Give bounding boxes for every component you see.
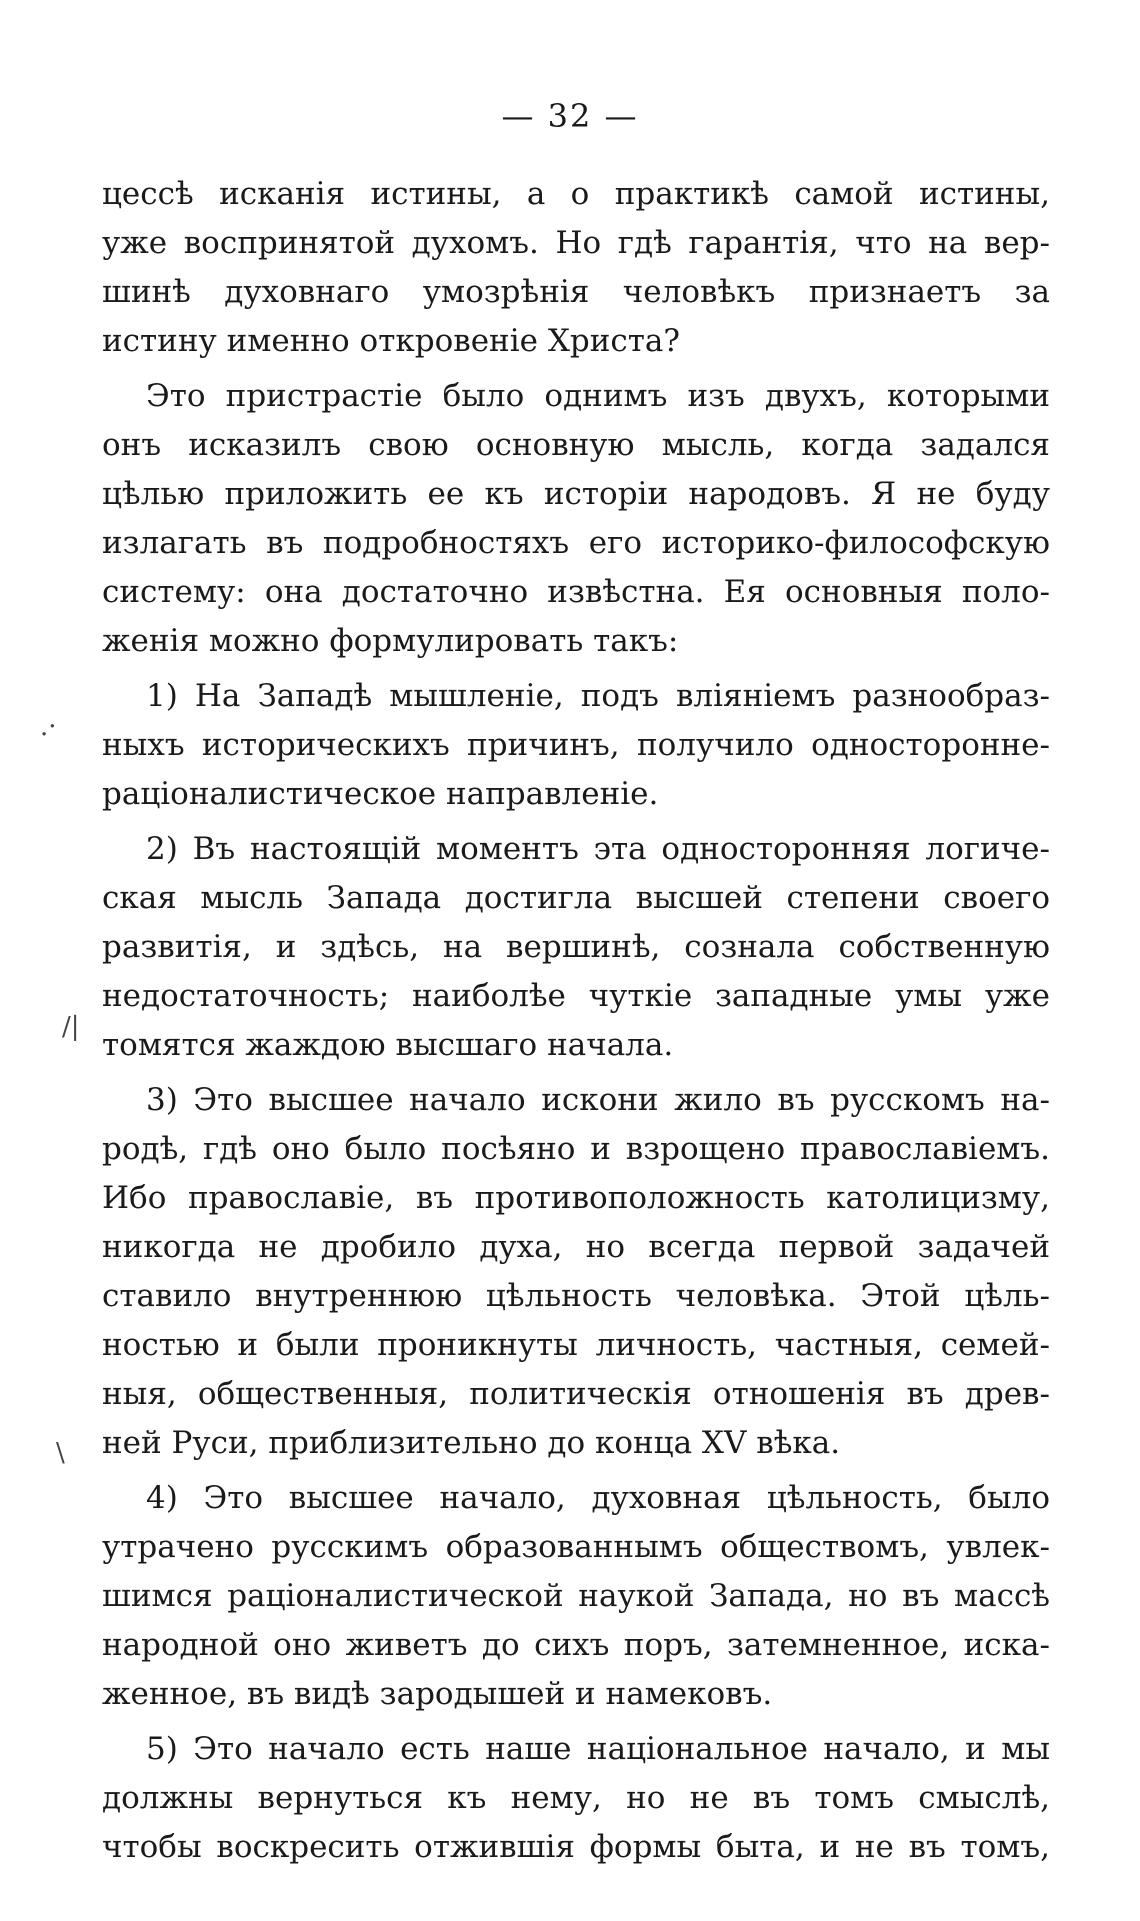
text-line: цессѣ исканія истины, а о практикѣ самой истины, (102, 176, 1050, 212)
list-item-3 (102, 1076, 1050, 1468)
text-line: цѣлью приложить ее къ исторіи народовъ. Я не буду (102, 476, 1050, 512)
list-item-1 (102, 672, 1050, 819)
paragraph-1 (102, 170, 1050, 366)
text-line: ней Руси, приблизительно до конца XV вѣка. (102, 1425, 841, 1461)
text-line: никогда не дробило духа, но всегда первой задачей (102, 1229, 1050, 1265)
text-line: систему: она достаточно извѣстна. Ея основныя поло- (102, 574, 1050, 610)
text-line: 5) Это начало есть наше національное начало, и мы (146, 1731, 1050, 1767)
list-item-5 (102, 1725, 1050, 1872)
margin-mark-bracket: /| (62, 1012, 80, 1042)
list-item-2 (102, 825, 1050, 1070)
paragraph-2 (102, 372, 1050, 666)
text-line: ставило внутреннюю цѣльность человѣка. Этой цѣль- (102, 1278, 1050, 1314)
text-line: ностью и были проникнуты личность, частныя, семей- (102, 1327, 1050, 1363)
text-line: Ибо православіе, въ противоположность католицизму, (102, 1180, 1050, 1216)
body-text (102, 170, 1050, 1872)
text-line: излагать въ подробностяхъ его историко-философскую (102, 525, 1050, 561)
text-line: утрачено русскимъ образованнымъ обществомъ, увлек- (102, 1529, 1050, 1565)
text-line: чтобы воскресить отжившія формы быта, и не въ томъ, (102, 1829, 1050, 1865)
text-line: 1) На Западѣ мышленіе, подъ вліяніемъ разнообраз- (146, 678, 1050, 714)
text-line: онъ исказилъ свою основную мысль, когда задался (102, 427, 1050, 463)
text-line: шинѣ духовнаго умозрѣнія человѣкъ признаетъ за (102, 274, 1050, 310)
text-line: 3) Это высшее начало искони жило въ русскомъ на- (146, 1082, 1050, 1118)
text-line: родѣ, гдѣ оно было посѣяно и взрощено православіемъ. (102, 1131, 1050, 1167)
text-line: томятся жаждою высшаго начала. (102, 1027, 674, 1063)
text-line: уже воспринятой духомъ. Но гдѣ гарантія, что на вер- (102, 225, 1050, 261)
text-line: развитія, и здѣсь, на вершинѣ, сознала собственную (102, 929, 1050, 965)
text-line: истину именно откровеніе Христа? (102, 323, 681, 359)
margin-mark-stroke: \ (56, 1438, 65, 1468)
text-line: народной оно живетъ до сихъ поръ, затемненное, иска- (102, 1627, 1050, 1663)
text-line: недостаточность; наиболѣе чуткіе западные умы уже (102, 978, 1050, 1014)
text-line: 4) Это высшее начало, духовная цѣльность, было (146, 1480, 1050, 1516)
text-line: 2) Въ настоящій моментъ эта односторонняя логиче- (146, 831, 1050, 867)
text-line: женія можно формулировать такъ: (102, 623, 679, 659)
text-line: шимся раціоналистической наукой Запада, но въ массѣ (102, 1578, 1050, 1614)
text-line: Это пристрастіе было однимъ изъ двухъ, которыми (146, 378, 1050, 414)
list-item-4 (102, 1474, 1050, 1719)
margin-mark-dots: .· (40, 712, 57, 742)
text-line: должны вернуться къ нему, но не въ томъ смыслѣ, (102, 1780, 1050, 1816)
text-line: ская мысль Запада достигла высшей степени своего (102, 880, 1050, 916)
text-line: женное, въ видѣ зародышей и намековъ. (102, 1676, 773, 1712)
text-line: ныя, общественныя, политическія отношенія въ древ- (102, 1376, 1050, 1412)
page-number: — 32 — (501, 97, 639, 135)
text-line: ныхъ историческихъ причинъ, получило односторонне- (102, 727, 1050, 763)
text-line: раціоналистическое направленіе. (102, 776, 659, 812)
